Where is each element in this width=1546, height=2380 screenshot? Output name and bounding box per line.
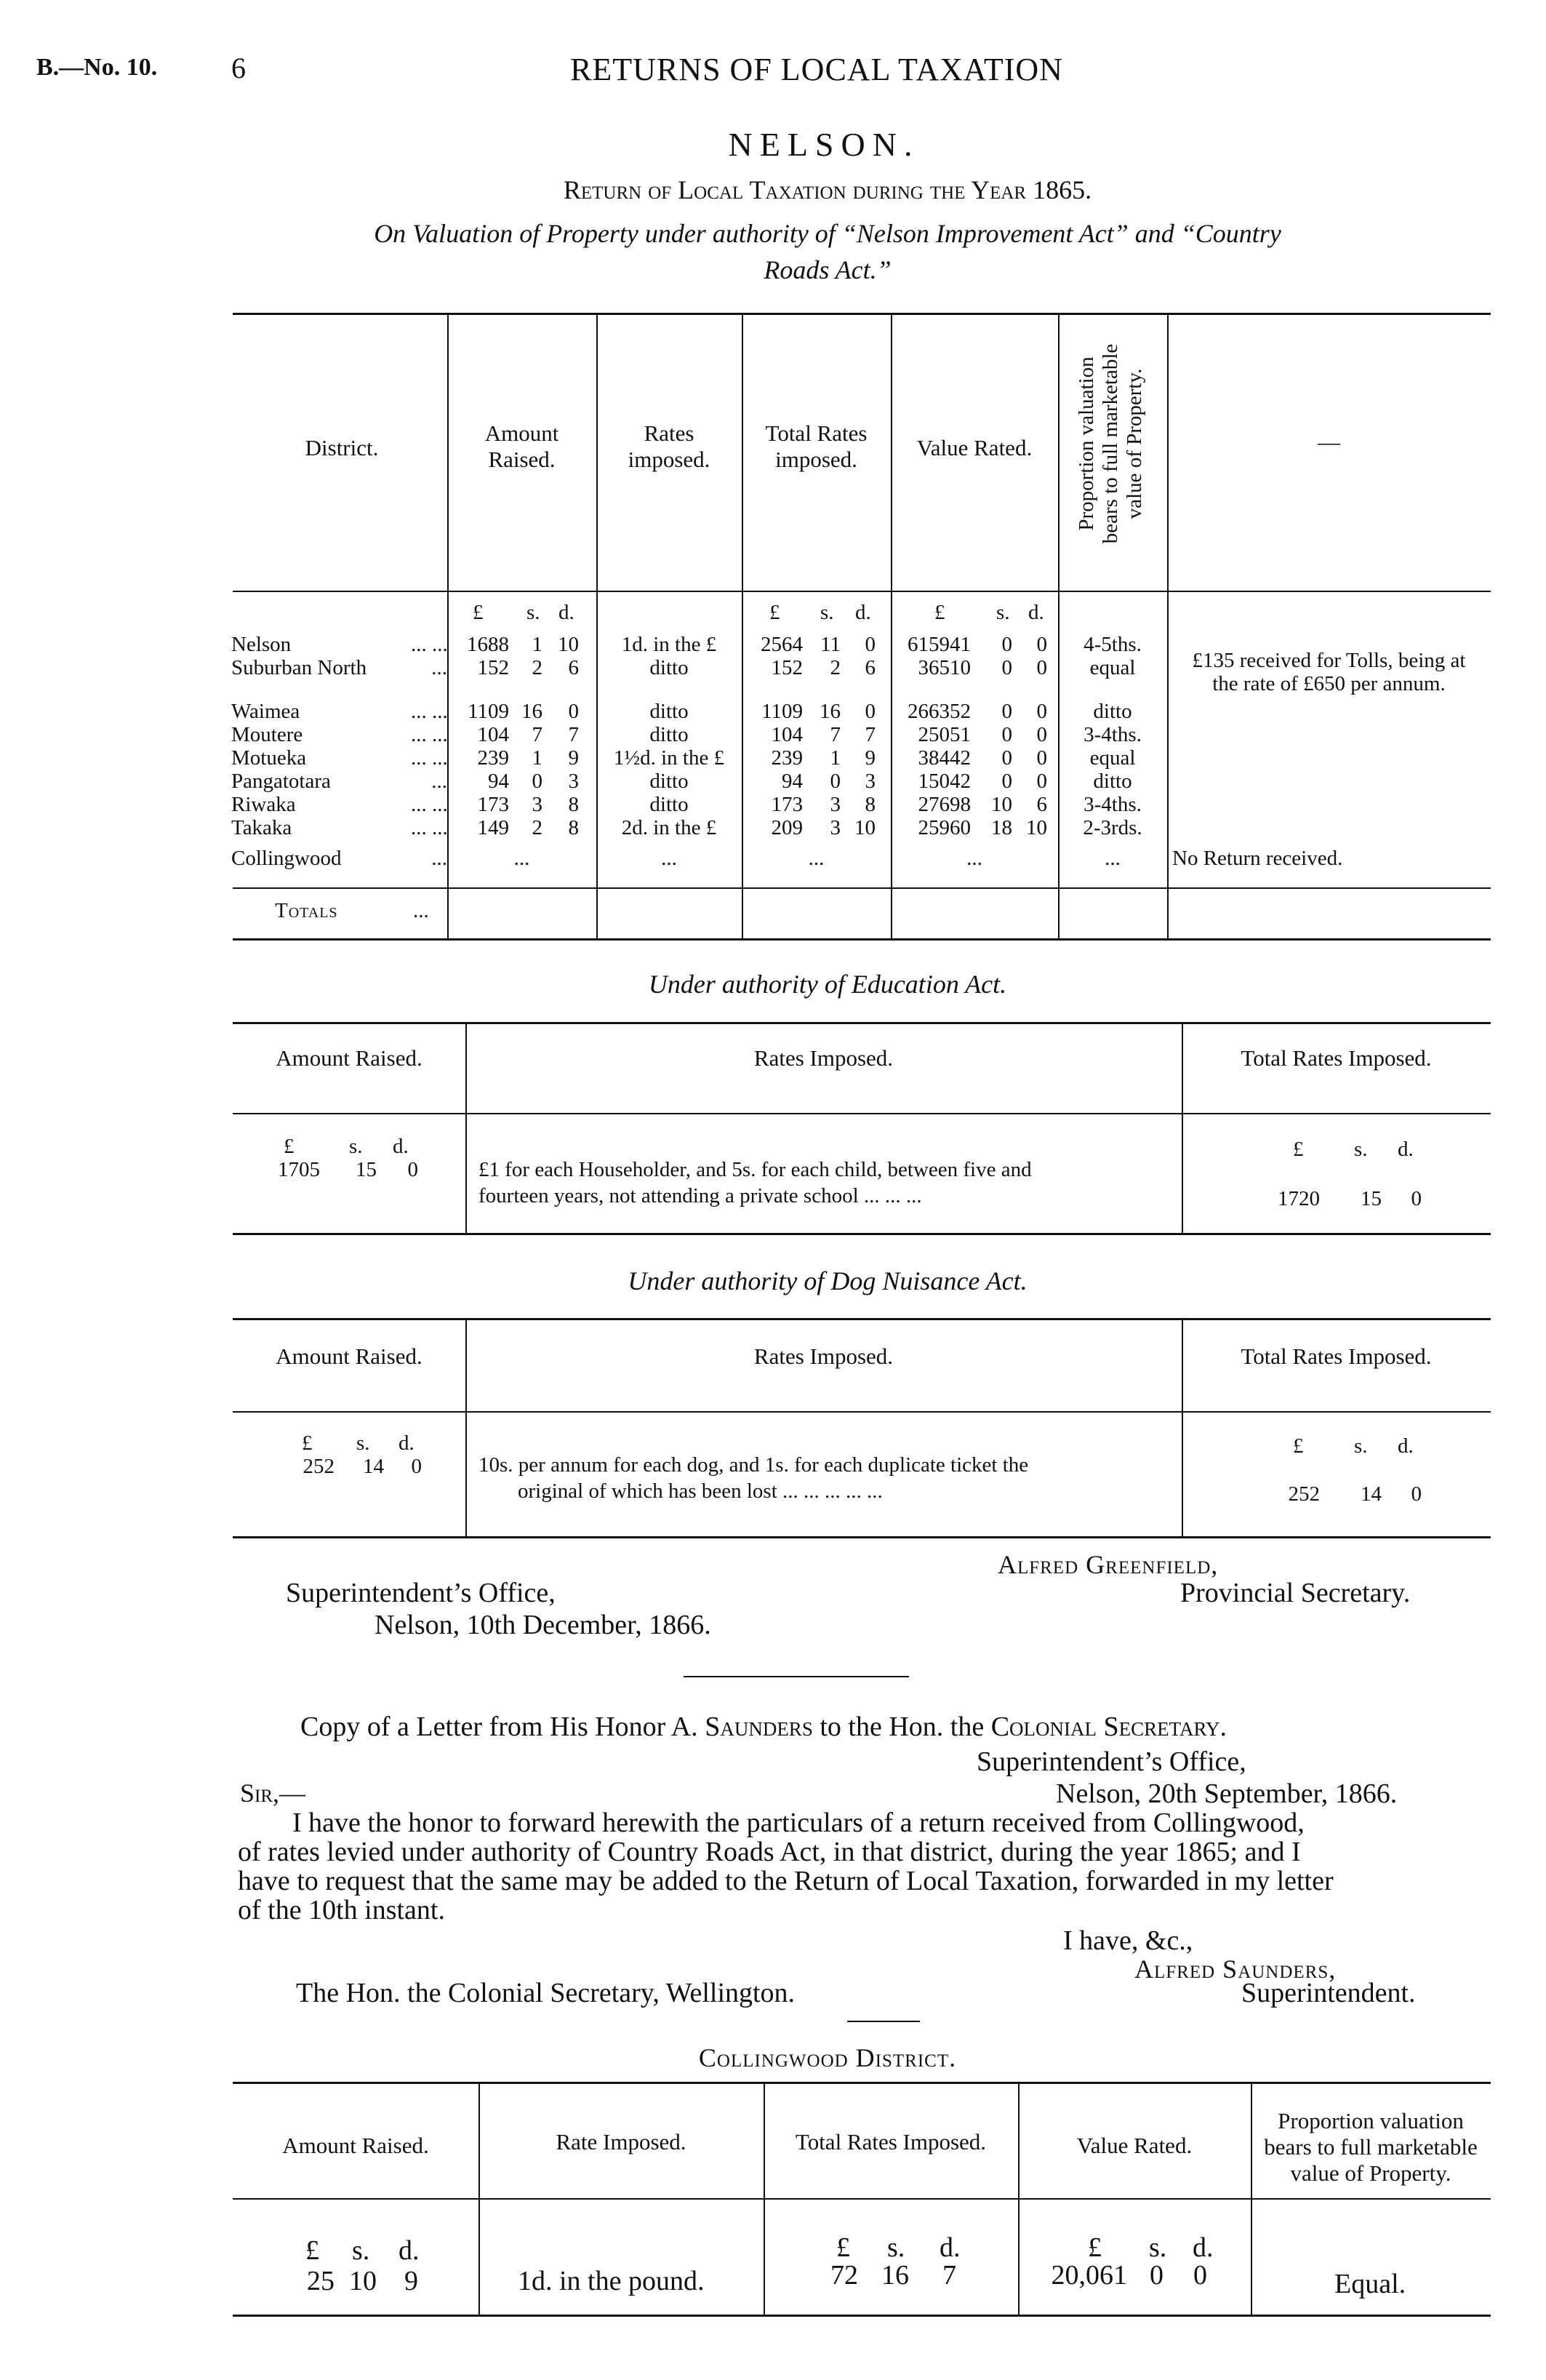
education-col-rates: Rates Imposed. (753, 1045, 894, 1071)
row-value-shillings: 18 (991, 816, 1012, 839)
row-amount-pence: 8 (568, 793, 579, 816)
row-total-shillings: 3 (830, 793, 841, 816)
dog-amount-shillings: 14 (363, 1455, 384, 1478)
row-total-shillings: 7 (830, 723, 841, 746)
document-reference: B.—No. 10. (36, 54, 158, 81)
province-title: NELSON. (728, 126, 920, 163)
row-total-shillings: 0 (830, 770, 841, 793)
row-amount-pence: 10 (558, 633, 579, 656)
dog-unit-pence: d. (398, 1431, 414, 1455)
row-value-shillings: 0 (1001, 656, 1012, 679)
row-value-shillings: 10 (991, 793, 1012, 816)
collingwood-amount-pence: 9 (404, 2266, 418, 2296)
row-amount-pounds: 1688 (467, 633, 509, 656)
dog-col-amount: Amount Raised. (276, 1343, 422, 1369)
signoff-title: Provincial Secretary. (1180, 1578, 1411, 1608)
total-unit-shilling: s. (820, 601, 834, 624)
row-rate: 2d. in the £ (621, 816, 717, 839)
letter-body-line1: I have the honor to forward herewith the particulars of a return received from Collingwood, (292, 1808, 1305, 1838)
row-dots: ... ... (411, 816, 448, 839)
row-value-pence: 0 (1036, 700, 1047, 723)
letter-signature-title: Superintendent. (1241, 1978, 1416, 2008)
dog-total-pence: 0 (1411, 1482, 1422, 1506)
remark-tolls-line2: the rate of £650 per annum. (1212, 672, 1446, 695)
row-value-pence: 0 (1036, 723, 1047, 746)
dog-amount-pounds: 252 (303, 1455, 335, 1478)
row-amount-shillings: 16 (521, 700, 542, 723)
collingwood-col-rate: Rate Imposed. (556, 2129, 686, 2155)
row-value-shillings: 0 (1001, 723, 1012, 746)
row-amount-blank: ... (513, 847, 530, 870)
row-total-shillings: 3 (830, 816, 841, 839)
row-value-pence: 10 (1026, 816, 1047, 839)
col-total-rates (742, 420, 891, 473)
row-total-pounds: 152 (771, 656, 803, 679)
row-rate: ditto (649, 770, 689, 793)
row-district: Collingwood (231, 847, 342, 870)
row-rate: ditto (649, 723, 689, 746)
col-proportion-line1: Proportion valuation (1075, 356, 1098, 531)
education-unit-pence: d. (393, 1135, 409, 1158)
col-proportion-line2: bears to full marketable (1099, 343, 1122, 544)
education-total-pounds: 1720 (1278, 1187, 1320, 1210)
row-district: Motueka (231, 746, 307, 770)
collingwood-heading: Collingwood District. (698, 2043, 957, 2072)
row-district: Pangatotara (231, 770, 331, 793)
row-dots: ... (431, 656, 447, 679)
education-total-shillings: 15 (1361, 1187, 1382, 1210)
collingwood-total-unit-pence: d. (940, 2232, 961, 2263)
collingwood-value-unit-pound: £ (1088, 2232, 1102, 2263)
row-district: Waimea (231, 700, 300, 723)
row-amount-shillings: 1 (532, 633, 542, 656)
dog-total-pounds: 252 (1288, 1482, 1320, 1506)
row-amount-pounds: 104 (477, 723, 509, 746)
row-rate: ditto (649, 700, 689, 723)
row-amount-shillings: 3 (532, 793, 542, 816)
row-value-pence: 6 (1036, 793, 1047, 816)
row-proportion: 2-3rds. (1083, 816, 1142, 839)
col-proportion (1075, 313, 1147, 575)
letter-heading-pre: Copy of a Letter from His Honor A. (300, 1712, 705, 1742)
col-rates-imposed-line2: imposed. (628, 447, 710, 472)
letter-signature: Alfred Saunders, (1134, 1954, 1337, 1984)
education-total-pence: 0 (1411, 1187, 1422, 1210)
row-total-pounds: 173 (771, 793, 803, 816)
row-total-pence: 10 (854, 816, 876, 839)
row-value-pounds: 38442 (918, 746, 971, 770)
row-rate: 1d. in the £ (621, 633, 717, 656)
education-total-unit-pound: £ (1293, 1138, 1304, 1161)
col-district: District. (305, 435, 379, 460)
signoff-office: Superintendent’s Office, (286, 1578, 556, 1608)
education-rate-line1: £1 for each Householder, and 5s. for each child, between five and (478, 1158, 1032, 1181)
row-total-pence: 6 (865, 656, 876, 679)
row-dots: ... (431, 847, 447, 870)
signoff-name: Alfred Greenfield, (998, 1550, 1219, 1579)
collingwood-col-amount: Amount Raised. (282, 2133, 429, 2158)
collingwood-total-unit-pound: £ (836, 2232, 850, 2263)
row-amount-pounds: 1109 (468, 700, 509, 723)
letter-body-line2: of rates levied under authority of Country Roads Act, in that district, during the year 1865; and I (238, 1837, 1301, 1867)
row-value-pounds: 25051 (918, 723, 971, 746)
row-proportion: ditto (1093, 700, 1132, 723)
letter-heading-name: Saunders (705, 1712, 813, 1742)
education-col-total: Total Rates Imposed. (1241, 1045, 1432, 1071)
dog-total-unit-shilling: s. (1354, 1434, 1368, 1458)
row-proportion: 3-4ths. (1084, 793, 1142, 816)
remark-no-return: No Return received. (1172, 847, 1343, 870)
row-value-blank: ... (966, 847, 982, 870)
row-dots: ... ... (411, 700, 448, 723)
row-dots: ... ... (411, 723, 448, 746)
collingwood-amount-unit-shilling: s. (352, 2235, 370, 2266)
row-amount-shillings: 0 (532, 770, 542, 793)
row-amount-pence: 6 (568, 656, 579, 679)
letter-heading-recipient: Colonial Secretary. (990, 1712, 1227, 1742)
collingwood-value-unit-pence: d. (1193, 2232, 1214, 2263)
education-heading: Under authority of Education Act. (648, 970, 1007, 999)
signoff-place-date: Nelson, 10th December, 1866. (375, 1610, 711, 1640)
letter-salutation: Sir,— (240, 1778, 306, 1808)
row-proportion: equal (1089, 656, 1136, 679)
row-district: Takaka (231, 816, 292, 839)
col-amount-raised-line1: Amount (484, 420, 559, 446)
row-amount-pounds: 173 (477, 793, 509, 816)
collingwood-col-proportion-line1: Proportion valuation (1278, 2108, 1464, 2133)
row-rate: 1½d. in the £ (613, 746, 725, 770)
letter-date: Nelson, 20th September, 1866. (1056, 1778, 1398, 1809)
amount-unit-pence: d. (558, 601, 574, 624)
collingwood-col-proportion (1251, 2108, 1491, 2187)
collingwood-col-proportion-line2: bears to full marketable (1264, 2134, 1478, 2160)
collingwood-value-pounds: 20,061 (1051, 2260, 1127, 2291)
value-unit-pound: £ (934, 601, 945, 624)
totals-dots: ... (413, 899, 429, 922)
running-title: RETURNS OF LOCAL TAXATION (570, 52, 1063, 87)
section-divider (684, 1676, 909, 1677)
row-total-shillings: 1 (830, 746, 841, 770)
row-proportion: 3-4ths. (1084, 723, 1142, 746)
row-district: Riwaka (231, 793, 296, 816)
collingwood-value-unit-shilling: s. (1149, 2232, 1167, 2263)
value-unit-shilling: s. (996, 601, 1010, 624)
row-district: Moutere (231, 723, 303, 746)
collingwood-value-pence: 0 (1193, 2260, 1207, 2291)
row-total-pounds: 239 (771, 746, 803, 770)
row-total-pence: 0 (865, 633, 876, 656)
row-value-pounds: 25960 (918, 816, 971, 839)
collingwood-total-pounds: 72 (830, 2260, 858, 2291)
col-remarks: — (1318, 429, 1340, 455)
col-amount-raised-line2: Raised. (488, 447, 556, 472)
letter-heading-mid: to the Hon. the (812, 1712, 991, 1742)
total-unit-pence: d. (855, 601, 871, 624)
collingwood-total-pence: 7 (942, 2260, 956, 2291)
collingwood-col-total: Total Rates Imposed. (795, 2129, 987, 2155)
dog-unit-pound: £ (302, 1431, 313, 1455)
collingwood-total-unit-shilling: s. (887, 2232, 905, 2263)
row-total-pence: 0 (865, 700, 876, 723)
row-amount-pounds: 94 (488, 770, 509, 793)
row-district: Suburban North (231, 656, 367, 679)
row-total-pounds: 2564 (761, 633, 803, 656)
row-value-pounds: 266352 (908, 700, 971, 723)
row-dots: ... ... (411, 633, 448, 656)
collingwood-proportion: Equal. (1334, 2269, 1406, 2299)
row-total-pence: 8 (865, 793, 876, 816)
row-amount-shillings: 1 (532, 746, 542, 770)
row-amount-pence: 3 (568, 770, 579, 793)
row-value-pounds: 15042 (918, 770, 971, 793)
education-unit-pound: £ (284, 1135, 295, 1158)
remark-tolls (1167, 649, 1491, 695)
row-amount-pounds: 149 (477, 816, 509, 839)
remark-tolls-line1: £135 received for Tolls, being at (1192, 649, 1466, 672)
row-value-shillings: 0 (1001, 633, 1012, 656)
dog-amount-pence: 0 (411, 1455, 422, 1478)
education-col-amount: Amount Raised. (276, 1045, 422, 1071)
row-amount-pence: 0 (568, 700, 579, 723)
row-value-shillings: 0 (1001, 700, 1012, 723)
dog-total-unit-pound: £ (1293, 1434, 1304, 1458)
letter-addressee: The Hon. the Colonial Secretary, Wellington. (296, 1978, 796, 2008)
education-amount-pounds: 1705 (278, 1158, 320, 1181)
value-unit-pence: d. (1028, 601, 1044, 624)
collingwood-col-proportion-line3: value of Property. (1290, 2160, 1451, 2186)
row-rate: ... (661, 847, 677, 870)
row-amount-shillings: 2 (532, 656, 542, 679)
collingwood-amount-pounds: 25 (307, 2266, 335, 2296)
row-proportion: 4-5ths. (1084, 633, 1142, 656)
row-total-pounds: 209 (771, 816, 803, 839)
return-subtitle: Return of Local Taxation during the Year 1865. (563, 175, 1092, 204)
row-proportion: ... (1105, 847, 1121, 870)
row-total-blank: ... (808, 847, 825, 870)
letter-divider (847, 2021, 920, 2022)
col-value-rated: Value Rated. (916, 435, 1033, 460)
row-total-pounds: 104 (771, 723, 803, 746)
dog-col-rates: Rates Imposed. (753, 1343, 894, 1369)
row-rate: ditto (649, 793, 689, 816)
row-amount-pence: 8 (568, 816, 579, 839)
row-value-pence: 0 (1036, 633, 1047, 656)
dog-rate-line2: original of which has been lost ... ... ... ... ... (518, 1479, 883, 1503)
education-total-unit-pence: d. (1398, 1138, 1414, 1161)
row-rate: ditto (649, 656, 689, 679)
letter-body-line4: of the 10th instant. (238, 1895, 445, 1925)
amount-unit-pound: £ (473, 601, 484, 624)
row-proportion: equal (1089, 746, 1136, 770)
row-amount-pence: 9 (568, 746, 579, 770)
row-total-pence: 7 (865, 723, 876, 746)
row-value-pence: 0 (1036, 656, 1047, 679)
row-amount-shillings: 2 (532, 816, 542, 839)
collingwood-col-value: Value Rated. (1076, 2133, 1193, 2158)
authority-line-1: On Valuation of Property under authority of “Nelson Improvement Act” and “Country (374, 219, 1281, 248)
dog-heading: Under authority of Dog Nuisance Act. (628, 1266, 1028, 1295)
row-value-pounds: 36510 (918, 656, 971, 679)
col-amount-raised (447, 420, 596, 473)
page-number: 6 (231, 52, 246, 84)
row-amount-pounds: 152 (477, 656, 509, 679)
col-proportion-line3: value of Property. (1123, 368, 1146, 519)
education-rate-line2: fourteen years, not attending a private school ... ... ... (478, 1184, 922, 1207)
col-rates-imposed-line1: Rates (644, 420, 694, 446)
letter-heading (300, 1711, 1227, 1743)
dog-rate-line1: 10s. per annum for each dog, and 1s. for each duplicate ticket the (478, 1453, 1029, 1477)
row-dots: ... ... (411, 793, 448, 816)
collingwood-amount-shillings: 10 (349, 2266, 377, 2296)
amount-unit-shilling: s. (526, 601, 540, 624)
row-proportion: ditto (1093, 770, 1132, 793)
letter-body-line3: have to request that the same may be added to the Return of Local Taxation, forwarded in my letter (238, 1866, 1334, 1896)
row-total-pence: 3 (865, 770, 876, 793)
row-total-pence: 9 (865, 746, 876, 770)
letter-closing: I have, &c., (1063, 1925, 1193, 1956)
row-total-pounds: 94 (782, 770, 803, 793)
row-value-shillings: 0 (1001, 770, 1012, 793)
row-value-shillings: 0 (1001, 746, 1012, 770)
dog-unit-shilling: s. (356, 1431, 370, 1455)
collingwood-rate: 1d. in the pound. (518, 2266, 705, 2296)
row-value-pence: 0 (1036, 770, 1047, 793)
row-value-pounds: 615941 (908, 633, 971, 656)
row-total-shillings: 11 (820, 633, 841, 656)
dog-total-shillings: 14 (1361, 1482, 1382, 1506)
col-total-rates-line1: Total Rates (765, 420, 868, 446)
row-amount-shillings: 7 (532, 723, 542, 746)
collingwood-total-shillings: 16 (881, 2260, 909, 2291)
col-total-rates-line2: imposed. (775, 447, 857, 472)
collingwood-amount-unit-pence: d. (398, 2235, 420, 2266)
education-amount-shillings: 15 (356, 1158, 377, 1181)
row-dots: ... (431, 770, 447, 793)
letter-office: Superintendent’s Office, (977, 1746, 1246, 1777)
total-unit-pound: £ (769, 601, 780, 624)
row-value-pounds: 27698 (918, 793, 971, 816)
row-amount-pounds: 239 (477, 746, 509, 770)
row-total-shillings: 16 (820, 700, 841, 723)
totals-label: Totals (275, 899, 338, 922)
row-district: Nelson (231, 633, 292, 656)
dog-total-unit-pence: d. (1398, 1434, 1414, 1458)
col-rates-imposed (596, 420, 742, 473)
row-dots: ... ... (411, 746, 448, 770)
education-amount-pence: 0 (407, 1158, 418, 1181)
education-unit-shilling: s. (349, 1135, 363, 1158)
row-total-shillings: 2 (830, 656, 841, 679)
authority-line-2: Roads Act.” (764, 255, 892, 284)
education-total-unit-shilling: s. (1354, 1138, 1368, 1161)
row-total-pounds: 1109 (761, 700, 803, 723)
dog-col-total: Total Rates Imposed. (1241, 1343, 1432, 1369)
collingwood-value-shillings: 0 (1150, 2260, 1163, 2291)
row-value-pence: 0 (1036, 746, 1047, 770)
collingwood-amount-unit-pound: £ (305, 2235, 319, 2266)
row-amount-pence: 7 (568, 723, 579, 746)
